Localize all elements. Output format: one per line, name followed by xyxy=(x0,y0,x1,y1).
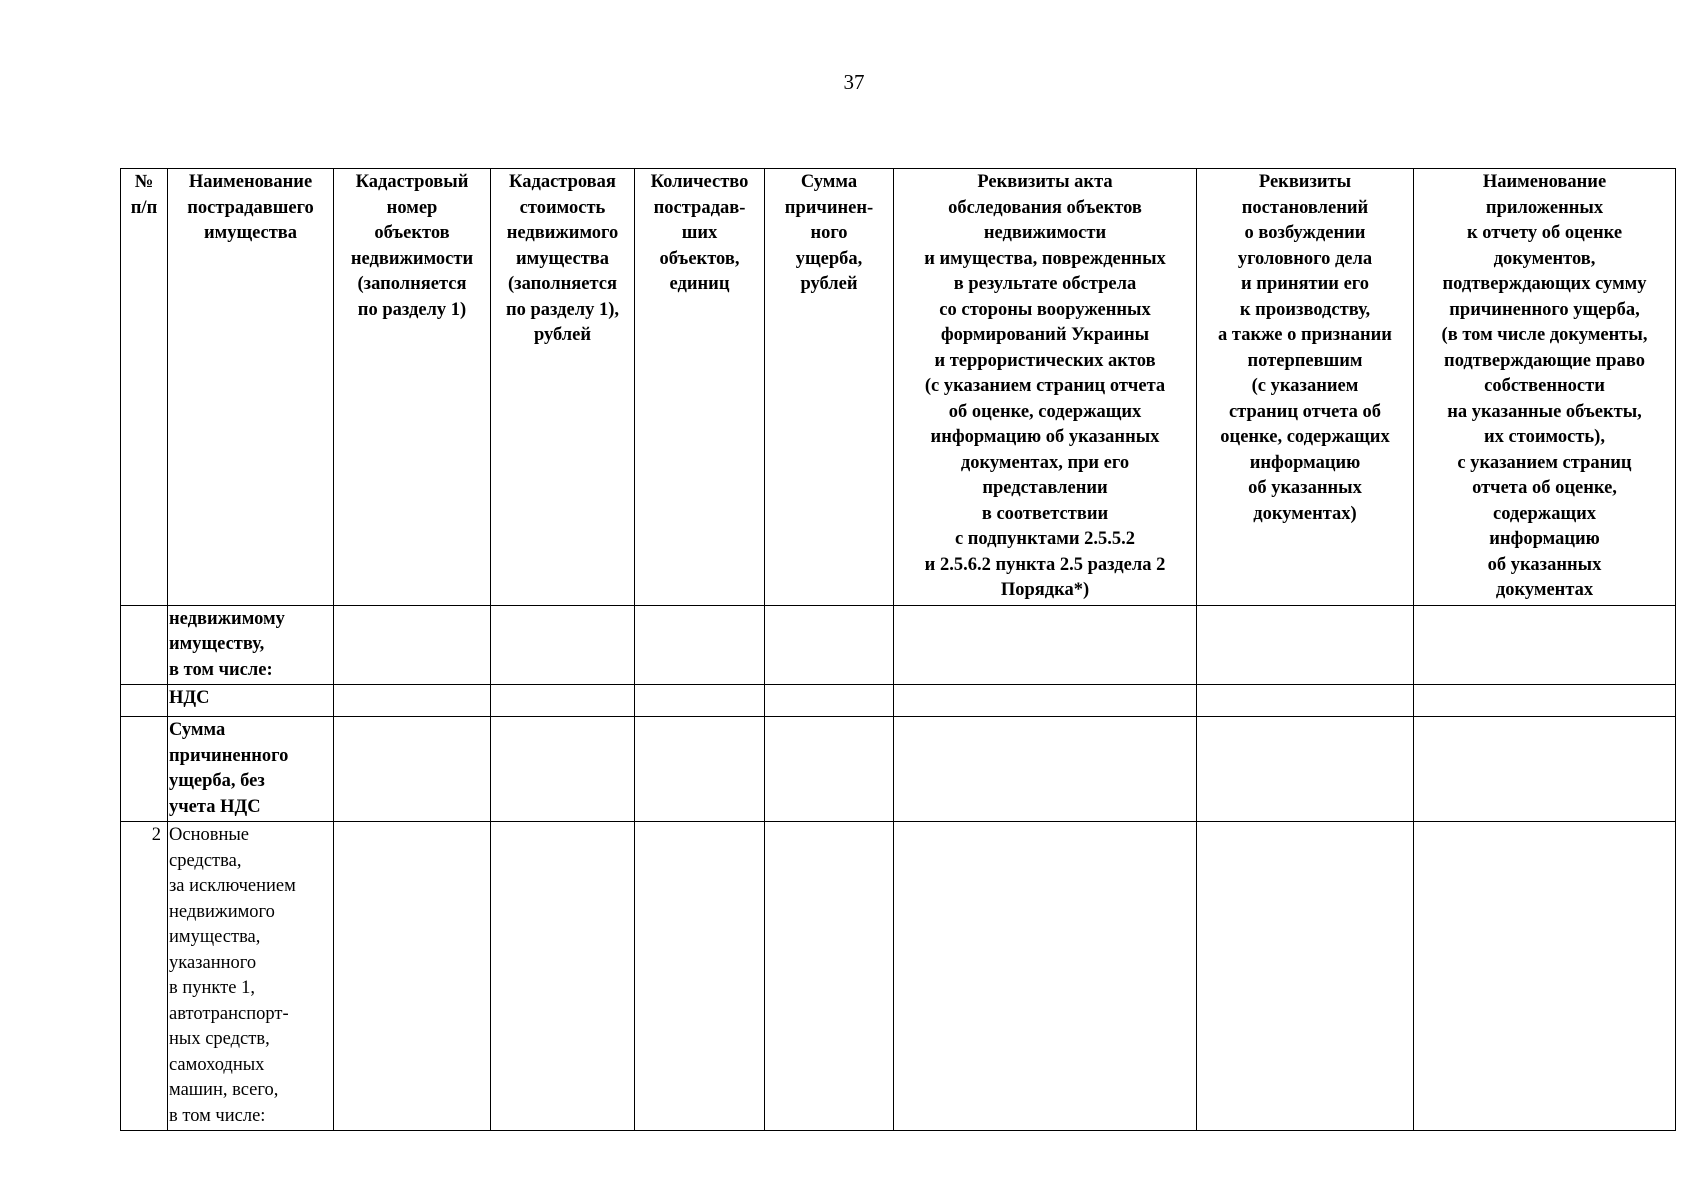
header-property-name: Наименование пострадавшего имущества xyxy=(168,169,334,606)
header-criminal-case: Реквизиты постановлений о возбуждении уголовного дела и принятии его к производству, а также о признании потерпевшим (с указанием страниц отчета об оценке, содержащих информацию об указанных документах) xyxy=(1197,169,1414,606)
table-cell xyxy=(334,685,491,717)
table-cell xyxy=(894,717,1197,822)
table-cell xyxy=(894,685,1197,717)
table-cell xyxy=(635,605,765,685)
table-cell xyxy=(334,822,491,1131)
damage-report-table xyxy=(120,168,1676,1131)
table-cell xyxy=(765,685,894,717)
table-row xyxy=(121,605,1676,685)
table-cell xyxy=(765,717,894,822)
table-cell xyxy=(491,717,635,822)
header-cadastral-value: Кадастровая стоимость недвижимого имущества (заполняется по разделу 1), рублей xyxy=(491,169,635,606)
header-attached-documents: Наименование приложенных к отчету об оценке документов, подтверждающих сумму причиненного ущерба, (в том числе документы, подтверждающие право собственности на указанные объекты, их стоимость), с указанием страниц отчета об оценке, содержащих информацию об указанных документах xyxy=(1414,169,1676,606)
header-number: № п/п xyxy=(121,169,168,606)
table-cell xyxy=(334,605,491,685)
row-number xyxy=(121,717,168,822)
table-cell xyxy=(765,605,894,685)
table-cell xyxy=(1197,685,1414,717)
table-cell xyxy=(334,717,491,822)
row-number xyxy=(121,605,168,685)
table-cell xyxy=(894,605,1197,685)
table-cell xyxy=(1414,685,1676,717)
table-row xyxy=(121,822,1676,1131)
row-number xyxy=(121,685,168,717)
row-number: 2 xyxy=(121,822,168,1131)
page-number: 37 xyxy=(843,70,865,94)
table-cell xyxy=(635,717,765,822)
table-row xyxy=(121,685,1676,717)
table-cell xyxy=(1197,605,1414,685)
header-inspection-act: Реквизиты акта обследования объектов недвижимости и имущества, поврежденных в результате обстрела со стороны вооруженных формирований Украины и террористических актов (с указанием страниц отчета об оценке, содержащих информацию об указанных документах, при его представлении в соответствии с подпунктами 2.5.5.2 и 2.5.6.2 пункта 2.5 раздела 2 Порядка*) xyxy=(894,169,1197,606)
header-damage-amount: Сумма причинен- ного ущерба, рублей xyxy=(765,169,894,606)
table-cell xyxy=(491,822,635,1131)
table-cell xyxy=(1197,717,1414,822)
row-label: недвижимому имуществу, в том числе: xyxy=(168,605,334,685)
table-cell xyxy=(1414,717,1676,822)
table-cell xyxy=(1414,605,1676,685)
table-cell xyxy=(1414,822,1676,1131)
table-cell xyxy=(635,822,765,1131)
table-cell xyxy=(1197,822,1414,1131)
table-cell xyxy=(491,605,635,685)
table-cell xyxy=(765,822,894,1131)
table-header-row xyxy=(121,169,1676,606)
row-label: НДС xyxy=(168,685,334,717)
table-cell xyxy=(635,685,765,717)
row-label: Сумма причиненного ущерба, без учета НДС xyxy=(168,717,334,822)
table-row xyxy=(121,717,1676,822)
header-object-count: Количество пострадав- ших объектов, единиц xyxy=(635,169,765,606)
table-cell xyxy=(894,822,1197,1131)
table-cell xyxy=(491,685,635,717)
header-cadastral-number: Кадастровый номер объектов недвижимости (заполняется по разделу 1) xyxy=(334,169,491,606)
row-label: Основные средства, за исключением недвижимого имущества, указанного в пункте 1, автотранспорт- ных средств, самоходных машин, всего, в том числе: xyxy=(168,822,334,1131)
